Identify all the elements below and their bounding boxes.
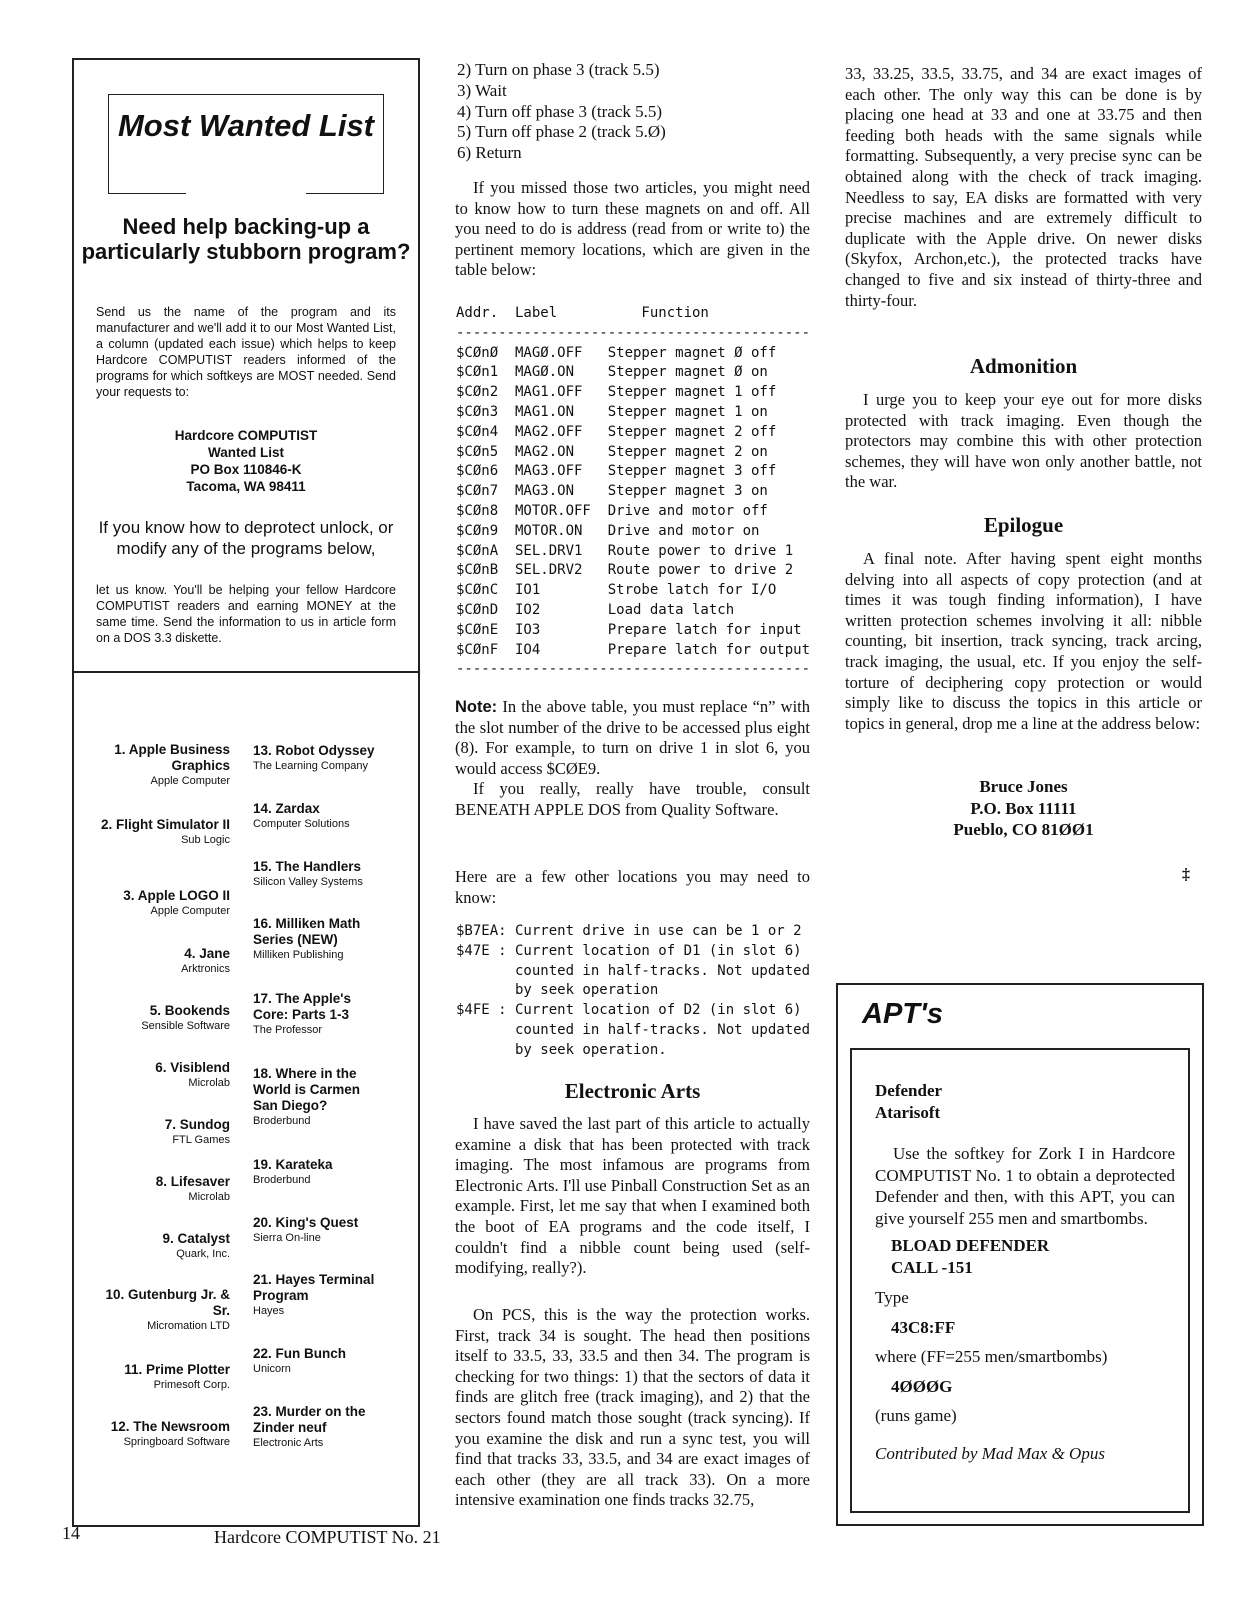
list-item: 7. Sundog FTL Games (164, 1117, 230, 1146)
table-row: $CØn9 MOTOR.ON Drive and motor on (456, 522, 760, 539)
list-item: 22. Fun Bunch Unicorn (253, 1346, 347, 1375)
table-row: $CØnØ MAGØ.OFF Stepper magnet Ø off (456, 344, 777, 361)
location-line: $B7EA: Current drive in use can be 1 or 2 (456, 923, 802, 939)
step-item: 3) Wait (457, 80, 507, 100)
step-item: 4) Turn off phase 3 (track 5.5) (457, 101, 663, 121)
most-wanted-title: Most Wanted List (117, 108, 375, 143)
location-line: by seek operation. (456, 1041, 667, 1058)
list-item: 14. Zardax Computer Solutions (253, 801, 350, 830)
table-row: $CØnE IO3 Prepare latch for input (456, 621, 802, 638)
table-row: $CØnF IO4 Prepare latch for output (456, 641, 811, 658)
table-row: $CØn2 MAG1.OFF Stepper magnet 1 off (456, 384, 777, 401)
address-line: Wanted List (208, 445, 284, 460)
step-item: 5) Turn off phase 2 (track 5.Ø) (457, 122, 666, 142)
table-row: $CØn5 MAG2.ON Stepper magnet 2 on (456, 443, 768, 460)
apt-code: 4ØØØG (891, 1376, 953, 1396)
location-line: $4FE : Current location of D2 (in slot 6) (456, 1002, 802, 1019)
apt-runs: (runs game) (875, 1406, 957, 1425)
page-number: 14 (62, 1523, 80, 1543)
location-line: counted in half-tracks. Not updated (456, 962, 811, 979)
signature-line: Pueblo, CO 81ØØ1 (953, 820, 1094, 839)
apt-publisher: Atarisoft (875, 1102, 941, 1122)
list-item: 2. Flight Simulator II Sub Logic (100, 817, 230, 846)
list-item: 20. King's Quest Sierra On-line (253, 1215, 359, 1244)
list-item: 5. Bookends Sensible Software (141, 1003, 230, 1032)
deprotect-prompt: If you know how to deprotect unlock, or modify any of the programs below, (98, 518, 394, 558)
list-item: 4. Jane Arktronics (181, 946, 230, 975)
list-item: 11. Prime Plotter Primesoft Corp. (124, 1362, 230, 1391)
table-row: $CØn8 MOTOR.OFF Drive and motor off (456, 502, 768, 519)
apt-credit: Contributed by Mad Max & Opus (875, 1443, 1105, 1463)
paragraph-pcs-protection: On PCS, this is the way the protection works. First, track 34 is sought. The head then positions itself to 33.5, 33, 33.5 and then 34. The program is checking for two things: 1) that the sectors of data it finds are glitch free (track imaging), and 2) that the sectors found match those sought (track syncing). If you examine the disk and run a sync test, you will find that tracks 33, 33.5, and 34 are exact images of each other (they are all track 33). On a more intensive examination one finds tracks 32.75, (455, 1305, 810, 1510)
help-heading: Need help backing-up a particularly stubborn program? (81, 214, 411, 264)
apt-code: CALL -151 (891, 1257, 973, 1277)
section-heading-admonition: Admonition (969, 354, 1078, 378)
let-us-know-text: let us know. You'll be helping your fellow Hardcore COMPUTIST readers and earning MONEY at the same time. Send the information to us in article form on a DOS 3.3 diskette. (96, 583, 396, 645)
note-text: In the above table, you must replace “n” with the slot number of the drive to be accessed plus eight (8). For example, to turn on drive 1 in slot 6, you would access $CØE9. (455, 697, 810, 778)
list-item: 23. Murder on the Zinder neuf Electronic Arts (253, 1404, 366, 1449)
publication-footer: Hardcore COMPUTIST No. 21 (214, 1527, 441, 1547)
apt-content (875, 1080, 1175, 1464)
note-label: Note: (455, 698, 498, 716)
list-item: 15. The Handlers Silicon Valley Systems (253, 859, 363, 888)
list-item: 12. The Newsroom Springboard Software (110, 1419, 230, 1448)
send-request-text: Send us the name of the program and its manufacturer and we'll add it to our Most Wanted List, a column (updated each issue) which helps to keep Hardcore COMPUTIST readers informed of the programs for which softkeys are MOST needed. Send your requests to: (96, 305, 396, 399)
list-item: 16. Milliken Math Series (NEW) Milliken Publishing (253, 916, 361, 961)
paragraph-admonition: I urge you to keep your eye out for more disks protected with track imaging. Even though the protectors may combine this with other protection schemes, they will have won only another battle, not the war. (845, 390, 1202, 492)
list-item: 17. The Apple's Core: Parts 1-3 The Professor (253, 991, 351, 1036)
location-line: $47E : Current location of D1 (in slot 6) (456, 942, 802, 959)
section-heading-epilogue: Epilogue (983, 513, 1064, 537)
paragraph-missed-articles: If you missed those two articles, you might need to know how to turn these magnets on and off. All you need to do is address (read from or write to) the pertinent memory locations, which are given in the table below: (455, 178, 810, 280)
apt-code: 43C8:FF (891, 1317, 956, 1337)
location-line: counted in half-tracks. Not updated (456, 1021, 811, 1038)
apt-where: where (FF=255 men/smartbombs) (875, 1347, 1108, 1366)
list-item: 10. Gutenburg Jr. & Sr. Micromation LTD (105, 1287, 230, 1332)
location-line: by seek operation (456, 982, 659, 999)
table-row: $CØn3 MAG1.ON Stepper magnet 1 on (456, 403, 768, 420)
section-heading-electronic-arts: Electronic Arts (564, 1079, 701, 1103)
other-locations-list (456, 922, 816, 1061)
step-item: 2) Turn on phase 3 (track 5.5) (457, 60, 660, 79)
apt-type-label: Type (875, 1288, 909, 1307)
wanted-list-address (96, 427, 396, 495)
list-item: 8. Lifesaver Microlab (155, 1174, 230, 1203)
paragraph-continued: 33, 33.25, 33.5, 33.75, and 34 are exact images of each other. The only way this can be done is by placing one head at 33 and one at 33.75 and then feeding both heads with the same signals while formatting. Subsequently, a very precise sync can be obtained along with the check of track imaging. Needless to say, EA disks are formatted with very precise machines and are extremely difficult to duplicate with the Apple drive. On newer disks (Skyfox, Archon,etc.), the protected tracks have changed to five and six instead of thirty-three and thirty-four. (845, 64, 1202, 310)
table-rule: ------------------------------------------ (456, 324, 811, 341)
list-item: 21. Hayes Terminal Program Hayes (253, 1272, 375, 1317)
note-paragraph (455, 697, 810, 779)
apt-program: Defender (875, 1081, 943, 1100)
paragraph-electronic-arts: I have saved the last part of this article to actually examine a disk that has been protected with track imaging. The most infamous are programs from Electronic Arts. I'll use Pinball Construction Set as an example. First, let me say that when I examined both the boot of EA programs and the code itself, I couldn't find a nibble count being used (self-modifying, really?). (455, 1114, 810, 1278)
table-row: $CØn1 MAGØ.ON Stepper magnet Ø on (456, 364, 768, 381)
list-item: 3. Apple LOGO II Apple Computer (123, 888, 230, 917)
table-rule: ------------------------------------------ (456, 661, 811, 678)
list-item: 9. Catalyst Quark, Inc. (162, 1231, 230, 1260)
paragraph-epilogue: A final note. After having spent eight months delving into all aspects of copy protection (and at times it was tough finding information), I have written protection schemes involving it all: nibble counting, bit insertion, track syncing, track arcing, track imaging, the usual, etc. If you enjoy the self-torture of deciphering copy protection or would simply like to discuss the topics in this article or topics in general, drop me a line at the address below: (845, 549, 1202, 733)
step-item: 6) Return (457, 143, 522, 163)
list-item: 1. Apple Business Graphics Apple Computer (114, 742, 230, 787)
paragraph-other-locations: Here are a few other locations you may need to know: (455, 867, 810, 907)
signature-line: Bruce Jones (979, 777, 1068, 796)
table-row: $CØn4 MAG2.OFF Stepper magnet 2 off (456, 423, 777, 440)
address-line: Hardcore COMPUTIST (174, 428, 318, 443)
address-line: PO Box 110846-K (190, 462, 302, 477)
list-item: 19. Karateka Broderbund (253, 1157, 333, 1186)
table-row: $CØnD IO2 Load data latch (456, 601, 735, 618)
author-signature (845, 776, 1202, 841)
paragraph-trouble: If you really, really have trouble, consult BENEATH APPLE DOS from Quality Software. (455, 779, 810, 819)
apt-title: APT's (862, 998, 944, 1030)
list-item: 18. Where in the World is Carmen San Diego? Broderbund (253, 1066, 361, 1127)
apt-intro: Use the softkey for Zork I in Hardcore COMPUTIST No. 1 to obtain a deprotected Defender and then, with this APT, you can give yourself 255 men and smartbombs. (875, 1144, 1175, 1228)
table-row: $CØnC IO1 Strobe latch for I/O (456, 582, 777, 599)
signature-line: P.O. Box 11111 (970, 798, 1077, 818)
table-row: $CØn7 MAG3.ON Stepper magnet 3 on (456, 483, 768, 500)
table-header: Addr. Label Function (456, 305, 709, 321)
table-row: $CØnB SEL.DRV2 Route power to drive 2 (456, 562, 794, 579)
apt-code: BLOAD DEFENDER (891, 1236, 1050, 1255)
box-divider (72, 671, 420, 673)
table-row: $CØnA SEL.DRV1 Route power to drive 1 (456, 542, 794, 559)
address-line: Tacoma, WA 98411 (186, 479, 306, 494)
step-list (457, 60, 807, 164)
list-item: 6. Visiblend Microlab (155, 1060, 230, 1089)
list-item: 13. Robot Odyssey The Learning Company (253, 743, 375, 772)
table-row: $CØn6 MAG3.OFF Stepper magnet 3 off (456, 463, 777, 480)
end-of-article-icon: ‡ (1182, 866, 1190, 883)
memory-location-table (456, 304, 816, 680)
title-frame-gap (186, 188, 306, 198)
